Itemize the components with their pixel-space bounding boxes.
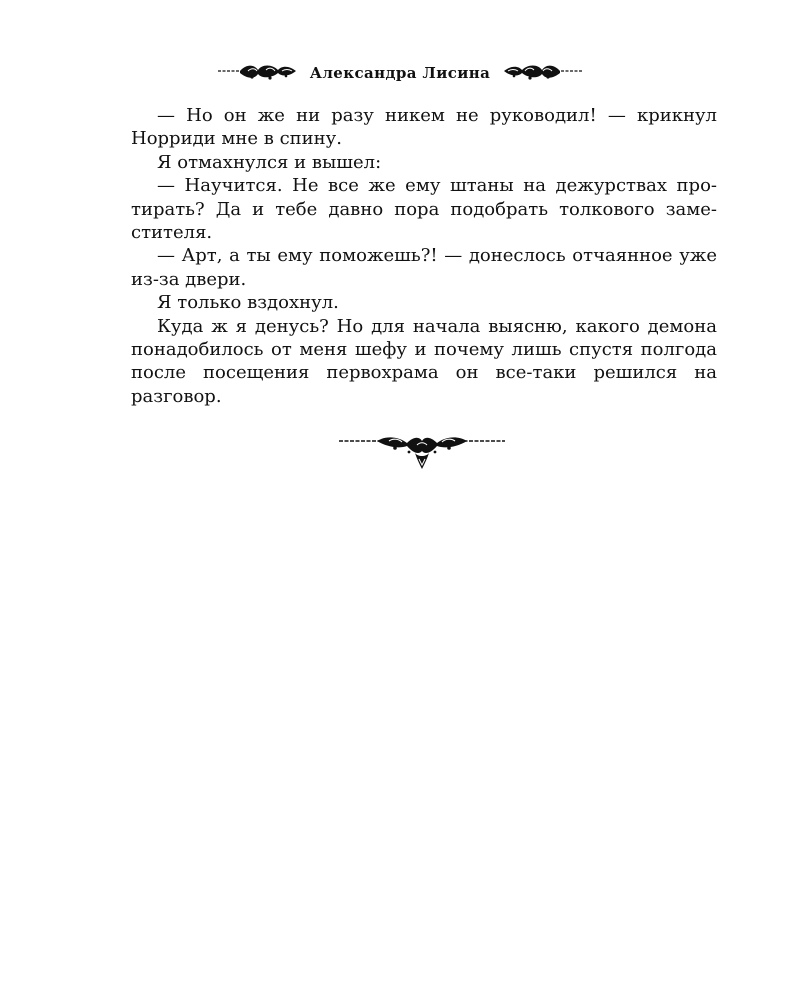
paragraph: — Арт, а ты ему поможешь?! — донеслось отчаянное уже из-за двери. (131, 245, 717, 290)
paragraph: Я отмахнулся и вышел: (157, 151, 382, 173)
paragraph: Я только вздохнул. (157, 292, 339, 314)
paragraph: — Научится. Не все же ему штаны на дежурствах протирать? Да и тебе давно пора подобрать толкового заместителя. (131, 175, 717, 244)
chapter-end-vignette-icon (337, 433, 507, 473)
floral-vignette-icon (502, 62, 582, 84)
running-head (0, 60, 800, 86)
paragraph: — Но он же ни разу никем не руководил! — крикнул Норриди мне в спину. (131, 105, 717, 150)
chapter-end-ornament (337, 433, 507, 473)
floral-vignette-icon (218, 62, 298, 84)
paragraph: Куда ж я денусь? Но для начала выясню, какого демона понадобилось от меня шефу и почему лишь спустя полгода после посещения первохрама он все-таки решился на разговор. (131, 315, 717, 407)
body-text (131, 104, 717, 408)
running-head-author: Александра Лисина (309, 64, 491, 82)
